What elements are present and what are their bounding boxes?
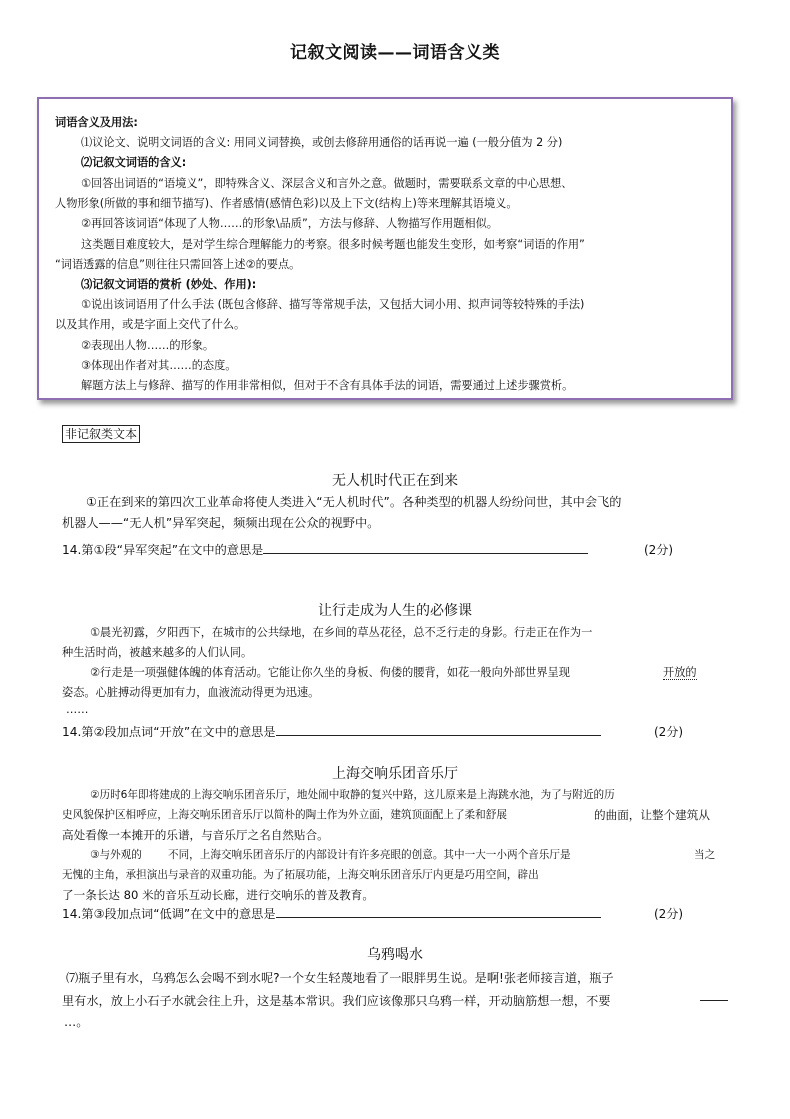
article-line: 机器人——“无人机”异军突起，频频出现在公众的视野中。 bbox=[62, 516, 380, 530]
page-title: 记叙文阅读——词语含义类 bbox=[290, 43, 500, 63]
question-row bbox=[62, 722, 732, 743]
method-line: ②表现出人物……的形象。 bbox=[81, 339, 215, 352]
question-row bbox=[62, 540, 732, 561]
article-line: ③与外观的 bbox=[90, 849, 142, 861]
article-line: 了一条长达 80 米的音乐互动长廊，进行交响乐的普及教育。 bbox=[62, 888, 374, 902]
question-text: 14.第②段加点词“开放”在文中的意思是 bbox=[62, 725, 276, 739]
article-line: ①晨光初露，夕阳西下，在城市的公共绿地，在乡间的草丛花径，总不乏行走的身影。行走正在作为一 bbox=[90, 626, 593, 639]
method-line: ⑴议论文、说明文词语的含义: 用同义词替换，或创去修辞用通俗的话再说一遍 (一般分值为 2 分) bbox=[81, 136, 563, 149]
article-title: 乌鸦喝水 bbox=[367, 947, 423, 963]
method-line: ①说出该词语用了什么手法 (既包含修辞、描写等常规手法，又包括大词小用、拟声词等较特殊的手法) bbox=[81, 298, 585, 311]
question-row bbox=[62, 904, 732, 925]
method-line: 人物形象(所做的事和细节描写)、作者感情(感情色彩)以及上下文(结构上)等来理解其语境义。 bbox=[55, 197, 518, 210]
article-line: 里有水，放上小石子水就会往上升，这是基本常识。我们应该像那只乌鸦一样，开动脑筋想一想，不要 bbox=[62, 994, 611, 1008]
section-tag: 非记叙类文本 bbox=[62, 425, 140, 443]
article-line: ②行走是一项强健体魄的体育活动。它能让你久坐的身板、佝偻的腰背，如花一般向外部世界呈现 bbox=[90, 666, 570, 679]
method-line: ②再回答该词语“体现了人物……的形象\品质”，方法与修辞、人物描写作用题相似。 bbox=[81, 217, 498, 230]
article-line: ⑺瓶子里有水，乌鸦怎么会喝不到水呢?一个女生轻蔑地看了一眼胖男生说。是啊!张老师接言道，瓶子 bbox=[66, 971, 614, 985]
method-box bbox=[37, 97, 733, 400]
method-line: ①回答出词语的“语境义”，即特殊含义、深层含义和言外之意。做题时，需要联系文章的中心思想、 bbox=[81, 177, 573, 190]
method-line: ⑶记叙文词语的赏析 (妙处、作用): bbox=[81, 278, 257, 291]
method-line: 这类题目难度较大，是对学生综合理解能力的考察。很多时候考题也能发生变形，如考察“词语的作用” bbox=[81, 238, 585, 251]
score: (2分) bbox=[644, 543, 673, 557]
emphasized-word: 开放的 bbox=[663, 666, 697, 679]
question-text: 14.第③段加点词“低调”在文中的意思是 bbox=[62, 907, 276, 921]
article-line: 无愧的主角，承担演出与录音的双重功能。为了拓展功能，上海交响乐团音乐厅内更是巧用空间，辟出 bbox=[62, 869, 539, 881]
article-line: 高处看像一本摊开的乐谱，与音乐厅之名自然贴合。 bbox=[62, 828, 329, 842]
question-text: 14.第①段“异军突起”在文中的意思是 bbox=[62, 543, 264, 557]
article-line: 史风貌保护区相呼应，上海交响乐团音乐厅以简朴的陶土作为外立面，建筑顶面配上了柔和舒展 bbox=[62, 809, 507, 821]
ellipsis: …… bbox=[66, 703, 89, 716]
article-title: 让行走成为人生的必修课 bbox=[318, 603, 472, 619]
method-line: ⑵记叙文词语的含义: bbox=[81, 156, 187, 169]
answer-blank[interactable] bbox=[276, 904, 601, 918]
article-line-tail: 当之 bbox=[694, 849, 716, 861]
method-heading: 词语含义及用法: bbox=[55, 116, 138, 129]
article-line-tail: 的曲面，让整个建筑从 bbox=[594, 808, 710, 822]
article-line: ①正在到来的第四次工业革命将使人类进入“无人机时代”。各种类型的机器人纷纷问世，其中会飞的 bbox=[86, 495, 622, 509]
article-line: 姿态。心脏搏动得更加有力，血液流动得更为迅速。 bbox=[62, 686, 320, 699]
answer-blank[interactable] bbox=[700, 1000, 728, 1001]
method-line: 解题方法上与修辞、描写的作用非常相似，但对于不含有具体手法的词语，需要通过上述步骤赏析。 bbox=[81, 379, 574, 392]
article-title: 无人机时代正在到来 bbox=[332, 473, 458, 489]
article-line: …。 bbox=[64, 1015, 89, 1029]
score: (2分) bbox=[654, 725, 683, 739]
answer-blank[interactable] bbox=[263, 540, 588, 554]
article-line: ②历时6年即将建成的上海交响乐团音乐厅，地处闹中取静的复兴中路，这儿原来是上海跳水池，为了与附近的历 bbox=[90, 789, 615, 801]
article-line-mid: 不同，上海交响乐团音乐厅的内部设计有许多亮眼的创意。其中一大一小两个音乐厅是 bbox=[168, 849, 571, 861]
method-line: 以及其作用，或是字面上交代了什么。 bbox=[55, 318, 246, 331]
method-line: “词语透露的信息”则往往只需回答上述②的要点。 bbox=[55, 258, 301, 271]
article-line: 种生活时尚，被越来越多的人们认同。 bbox=[62, 646, 253, 659]
method-line: ③体现出作者对其……的态度。 bbox=[81, 359, 237, 372]
article-title: 上海交响乐团音乐厅 bbox=[332, 766, 458, 782]
score: (2分) bbox=[654, 907, 683, 921]
answer-blank[interactable] bbox=[276, 722, 601, 736]
